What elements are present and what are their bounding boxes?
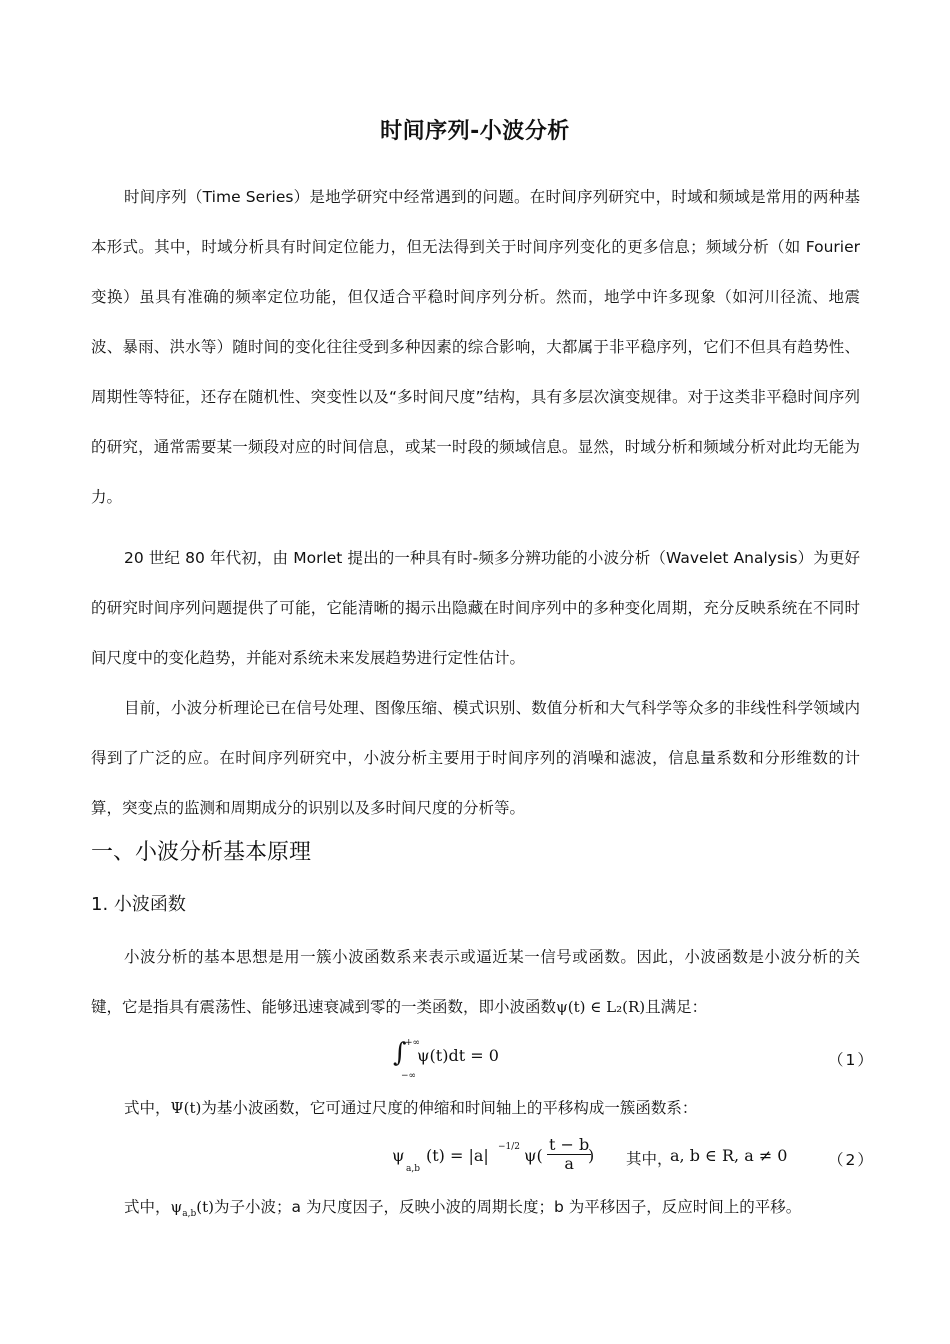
eq2-condition: a, b ∈ R, a ≠ 0 xyxy=(670,1146,788,1165)
section-heading: 一、小波分析基本原理 xyxy=(91,840,312,865)
eq2-fraction xyxy=(547,1136,591,1173)
intro-paragraph-1: 时间序列（Time Series）是地学研究中经常遇到的问题。在时间序列研究中，时域和频域是常用的两种基本形式。其中，时域分析具有时间定位能力，但无法得到关于时间序列变化的更多信息；频域分析（如 Fourier 变换）虽具有准确的频率定位功能，但仅适合平稳时间序列分析。然而，地学中许多现象（如河川径流、地震波、暴雨、洪水等）随时间的变化往往受到多种因素的综合影响，大都属于非平稳序列，它们不但具有趋势性、周期性等特征，还存在随机性、突变性以及“多时间尺度”结构，具有多层次演变规律。对于这类非平稳时间序列的研究，通常需要某一频段对应的时间信息，或某一时段的频域信息。显然，时域分析和频域分析对此均无能为力。 xyxy=(91,188,860,506)
sub-wavelet-text: 为子小波；a 为尺度因子，反映小波的周期长度；b 为平移因子，反应时间上的平移。 xyxy=(214,1198,802,1216)
subsection-heading: 1. 小波函数 xyxy=(91,894,186,915)
sub-wavelet-subscript: a,b xyxy=(182,1209,197,1220)
eq2-exponent: −1/2 xyxy=(498,1142,521,1152)
eq2-denominator: a xyxy=(564,1154,574,1173)
page-title: 时间序列-小波分析 xyxy=(380,119,570,144)
intro-paragraph-3: 目前，小波分析理论已在信号处理、图像压缩、模式识别、数值分析和大气科学等众多的非线性科学领域内得到了广泛的应。在时间序列研究中，小波分析主要用于时间序列的消噪和滤波，信息量系数和分形维数的计算，突变点的监测和周期成分的识别以及多时间尺度的分析等。 xyxy=(91,699,860,817)
wavelet-function-paragraph xyxy=(91,932,860,1032)
equation-1-number: （1） xyxy=(828,1051,875,1069)
equation-2-number: （2） xyxy=(828,1151,875,1169)
wavelet-text: 小波分析的基本思想是用一簇小波函数系来表示或逼近某一信号或函数。因此，小波函数是小波分析的关键，它是指具有震荡性、能够迅速衰减到零的一类函数，即小波函数 xyxy=(91,948,860,1016)
integral-upper-limit: +∞ xyxy=(405,1038,421,1048)
sub-wavelet-prefix: 式中， xyxy=(124,1198,171,1216)
sub-wavelet-psi: ψ xyxy=(170,1198,183,1216)
sub-wavelet-arg: (t) xyxy=(196,1198,215,1216)
eq2-numerator: t − b xyxy=(549,1135,590,1154)
base-wavelet-math: Ψ(t) xyxy=(170,1099,202,1117)
eq2-condition-label: 其中， xyxy=(626,1150,673,1168)
wavelet-text-end: 且满足： xyxy=(645,998,708,1016)
intro-paragraph-2: 20 世纪 80 年代初，由 Morlet 提出的一种具有时-频多分辨功能的小波分析（Wavelet Analysis）为更好的研究时间序列问题提供了可能，它能清晰的揭示出隐藏在时间序列中的多种变化周期，充分反映系统在不同时间尺度中的变化趋势，并能对系统未来发展趋势进行定性估计。 xyxy=(91,549,860,667)
equation-1-body: ψ(t)dt = 0 xyxy=(417,1046,499,1065)
eq2-middle: (t) = |a| xyxy=(426,1146,489,1165)
base-wavelet-paragraph xyxy=(124,1083,860,1133)
base-wavelet-prefix: 式中， xyxy=(124,1099,171,1117)
base-wavelet-text: 为基小波函数，它可通过尺度的伸缩和时间轴上的平移构成一簇函数系： xyxy=(201,1099,698,1117)
integral-sign: ∫ xyxy=(393,1038,407,1068)
eq2-psi: ψ xyxy=(392,1146,405,1165)
equation-2 xyxy=(392,1136,792,1182)
eq2-psi-open: ψ( xyxy=(524,1146,543,1165)
sub-wavelet-paragraph xyxy=(124,1182,864,1239)
eq2-close: ) xyxy=(588,1146,595,1165)
wavelet-inline-math: ψ(t) ∈ L₂(R) xyxy=(556,998,646,1016)
equation-1 xyxy=(393,1036,593,1084)
eq2-psi-subscript: a,b xyxy=(406,1164,420,1174)
integral-lower-limit: −∞ xyxy=(401,1071,417,1081)
